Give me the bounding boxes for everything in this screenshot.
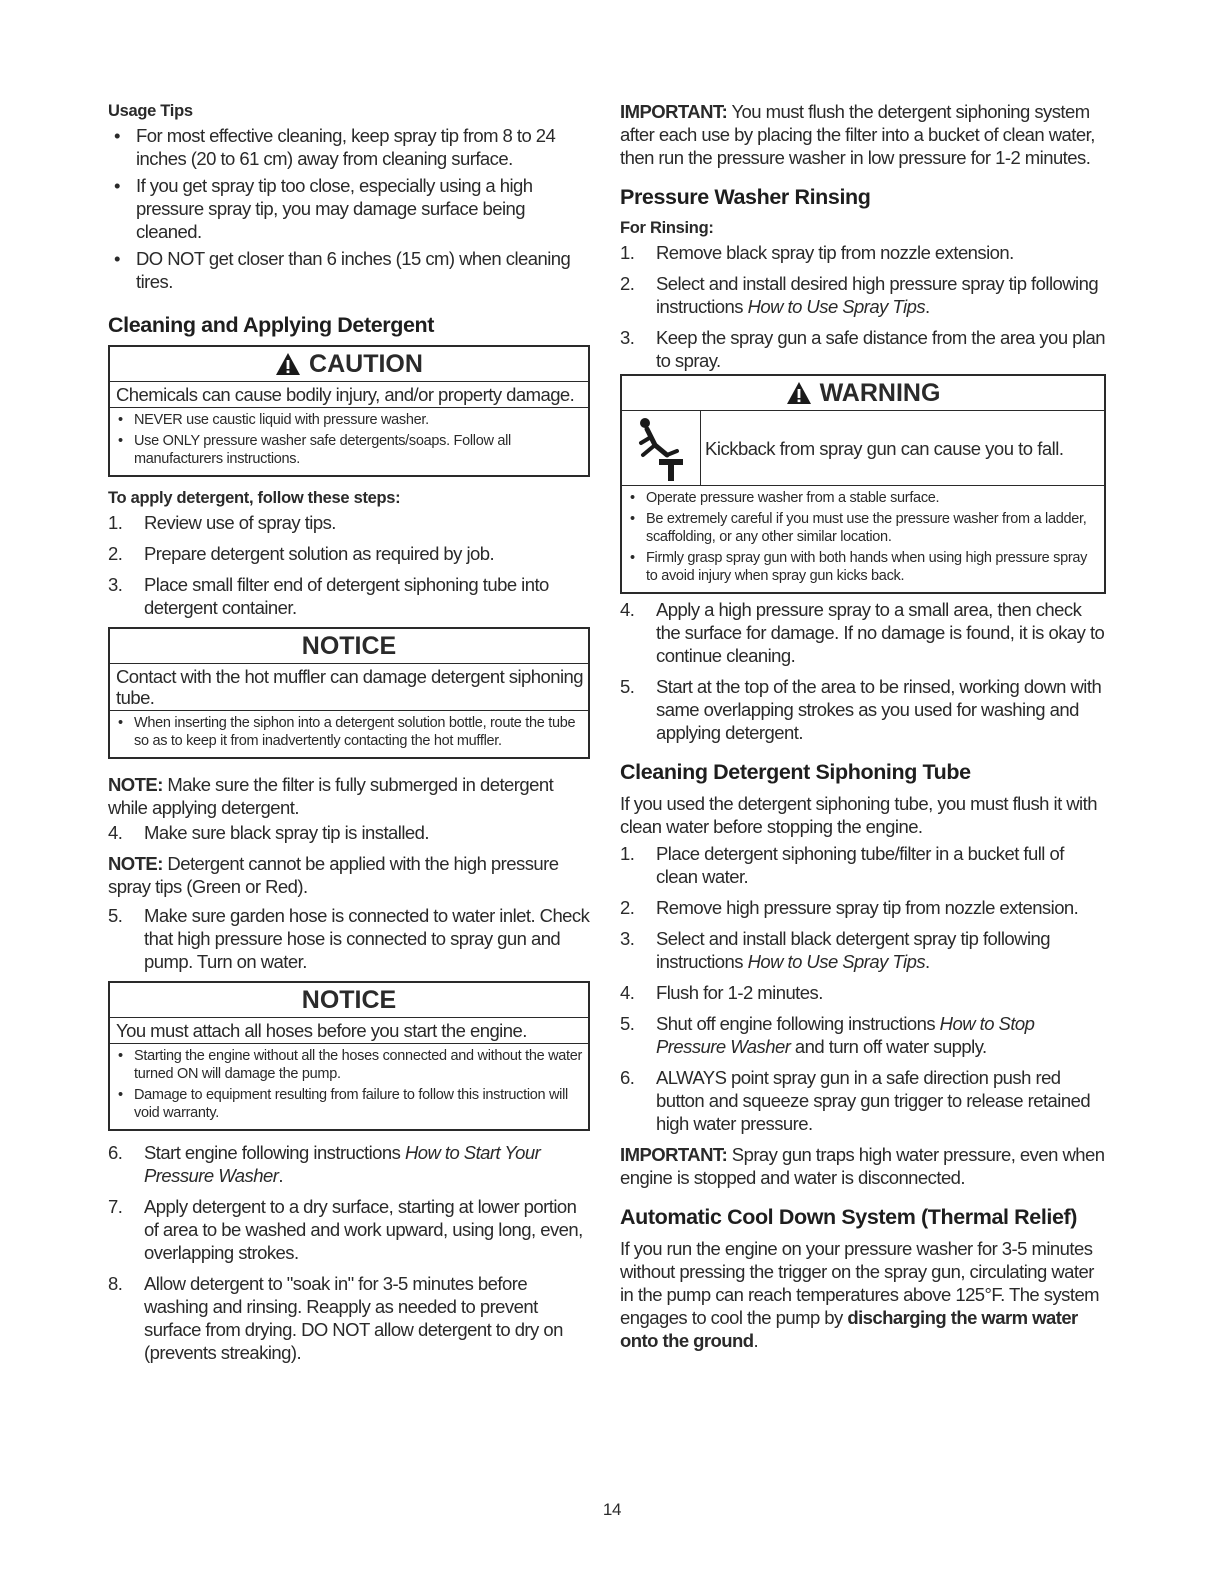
steps-list: [620, 598, 1106, 744]
list-item: 2. Remove high pressure spray tip from nozzle extension.: [620, 897, 1079, 918]
list-item: • NEVER use caustic liquid with pressure washer.: [116, 411, 584, 429]
list-item: 3. Place small filter end of detergent siphoning tube into detergent container.: [108, 574, 549, 618]
detergent-heading: Cleaning and Applying Detergent: [108, 313, 435, 337]
caution-header: [110, 347, 588, 382]
list-item: 5. Shut off engine following instructions How to Stop Pressure Washer and turn off water supply.: [620, 1013, 1035, 1057]
caution-list: [110, 408, 588, 475]
important-paragraph: IMPORTANT: Spray gun traps high water pressure, even when engine is stopped and water is disconnected.: [620, 1144, 1105, 1188]
right-column: [620, 100, 1106, 1352]
list-item: 1. Remove black spray tip from nozzle extension.: [620, 242, 1014, 263]
notice-list: [110, 1044, 588, 1129]
usage-tips-list: [108, 124, 590, 293]
list-item: 5. Make sure garden hose is connected to water inlet. Check that high pressure hose is connected to spray gun and pump. Turn on water.: [108, 905, 590, 972]
list-item: • When inserting the siphon into a detergent solution bottle, route the tube so as to keep it from inadvertently contacting the hot muffler.: [116, 714, 584, 750]
list-item: • DO NOT get closer than 6 inches (15 cm) when cleaning tires.: [108, 247, 590, 293]
list-item: 4. Make sure black spray tip is installed.: [108, 822, 429, 843]
alert-triangle-icon: [786, 381, 812, 405]
notice-message: Contact with the hot muffler can damage detergent siphoning tube.: [110, 664, 588, 711]
warning-box: [620, 374, 1106, 594]
list-item: • Damage to equipment resulting from failure to follow this instruction will void warranty.: [116, 1086, 584, 1122]
list-item: 3. Keep the spray gun a safe distance from the area you plan to spray.: [620, 327, 1105, 371]
list-item: 7. Apply detergent to a dry surface, starting at lower portion of area to be washed and work upward, using long, even, overlapping strokes.: [108, 1196, 583, 1263]
notice-message: You must attach all hoses before you start the engine.: [110, 1018, 588, 1044]
list-item: 4. Apply a high pressure spray to a small area, then check the surface for damage. If no damage is found, it is okay to continue cleaning.: [620, 599, 1105, 666]
warning-message-row: [622, 411, 1104, 486]
cooldown-text: If you run the engine on your pressure washer for 3-5 minutes without pressing the trigger on the spray gun, circulating water in the pump can reach temperatures above 125°F. The system engages to cool the pump by discharging the warm water onto the ground.: [620, 1238, 1100, 1351]
list-item: 5. Start at the top of the area to be rinsed, working down with same overlapping strokes as you used for washing and applying detergent.: [620, 676, 1102, 743]
list-item: 6. Start engine following instructions How to Start Your Pressure Washer.: [108, 1142, 541, 1186]
warning-title: WARNING: [819, 379, 941, 407]
left-column: [108, 100, 590, 1372]
warning-list: [622, 486, 1104, 592]
siphon-intro: If you used the detergent siphoning tube, you must flush it with clean water before stopping the engine.: [620, 793, 1097, 837]
caution-title: CAUTION: [309, 350, 423, 378]
steps-list: [108, 511, 590, 619]
page-number: 14: [602, 1500, 622, 1519]
important-paragraph: IMPORTANT: You must flush the detergent siphoning system after each use by placing the filter into a bucket of clean water, then run the pressure washer in low pressure for 1-2 minutes.: [620, 101, 1095, 168]
steps-list: [108, 904, 590, 973]
list-item: 1. Review use of spray tips.: [108, 512, 336, 533]
caution-box: [108, 345, 590, 477]
siphon-heading: Cleaning Detergent Siphoning Tube: [620, 760, 971, 784]
usage-tips-heading: Usage Tips: [108, 102, 193, 120]
list-item: • Use ONLY pressure washer safe detergents/soaps. Follow all manufacturers instructions.: [116, 432, 584, 468]
list-item: 4. Flush for 1-2 minutes.: [620, 982, 823, 1003]
list-item: 8. Allow detergent to "soak in" for 3-5 minutes before washing and rinsing. Reapply as needed to prevent surface from drying. DO NOT allow detergent to dry on (prevents streaking).: [108, 1273, 563, 1363]
list-item: 2. Prepare detergent solution as required by job.: [108, 543, 495, 564]
warning-header: [622, 376, 1104, 411]
steps-list: [620, 241, 1106, 372]
list-item: • For most effective cleaning, keep spray tip from 8 to 24 inches (20 to 61 cm) away from cleaning surface.: [108, 124, 590, 170]
kickback-fall-icon: [622, 411, 701, 485]
list-item: • If you get spray tip too close, especially using a high pressure spray tip, you may damage surface being cleaned.: [108, 174, 590, 243]
list-item: • Firmly grasp spray gun with both hands when using high pressure spray to avoid injury when spray gun kicks back.: [628, 549, 1100, 585]
list-item: • Operate pressure washer from a stable surface.: [628, 489, 1100, 507]
notice-box: [108, 981, 590, 1131]
list-item: 3. Select and install black detergent spray tip following instructions How to Use Spray Tips.: [620, 928, 1050, 972]
list-item: 1. Place detergent siphoning tube/filter in a bucket full of clean water.: [620, 843, 1064, 887]
notice-list: [110, 711, 588, 757]
alert-triangle-icon: [275, 352, 301, 376]
note-paragraph: NOTE: Make sure the filter is fully submerged in detergent while applying detergent.: [108, 774, 554, 818]
steps-list: [108, 1141, 590, 1364]
list-item: • Be extremely careful if you must use the pressure washer from a ladder, scaffolding, or any other similar location.: [628, 510, 1100, 546]
notice-title: NOTICE: [110, 629, 588, 664]
caution-message: Chemicals can cause bodily injury, and/or property damage.: [110, 382, 588, 408]
list-item: 2. Select and install desired high pressure spray tip following instructions How to Use Spray Tips.: [620, 273, 1099, 317]
rinsing-heading: Pressure Washer Rinsing: [620, 185, 871, 209]
steps-heading: To apply detergent, follow these steps:: [108, 489, 401, 507]
steps-list: [620, 842, 1106, 1135]
list-item: • Starting the engine without all the hoses connected and without the water turned ON will damage the pump.: [116, 1047, 584, 1083]
list-item: 6. ALWAYS point spray gun in a safe direction push red button and squeeze spray gun trigger to release retained high water pressure.: [620, 1067, 1091, 1134]
steps-list: [108, 821, 590, 844]
note-paragraph: NOTE: Detergent cannot be applied with the high pressure spray tips (Green or Red).: [108, 853, 559, 897]
warning-message: Kickback from spray gun can cause you to fall.: [705, 437, 1064, 459]
cooldown-heading: Automatic Cool Down System (Thermal Relief): [620, 1205, 1078, 1229]
notice-box: [108, 627, 590, 759]
rinsing-subheading: For Rinsing:: [620, 219, 714, 237]
notice-title: NOTICE: [110, 983, 588, 1018]
